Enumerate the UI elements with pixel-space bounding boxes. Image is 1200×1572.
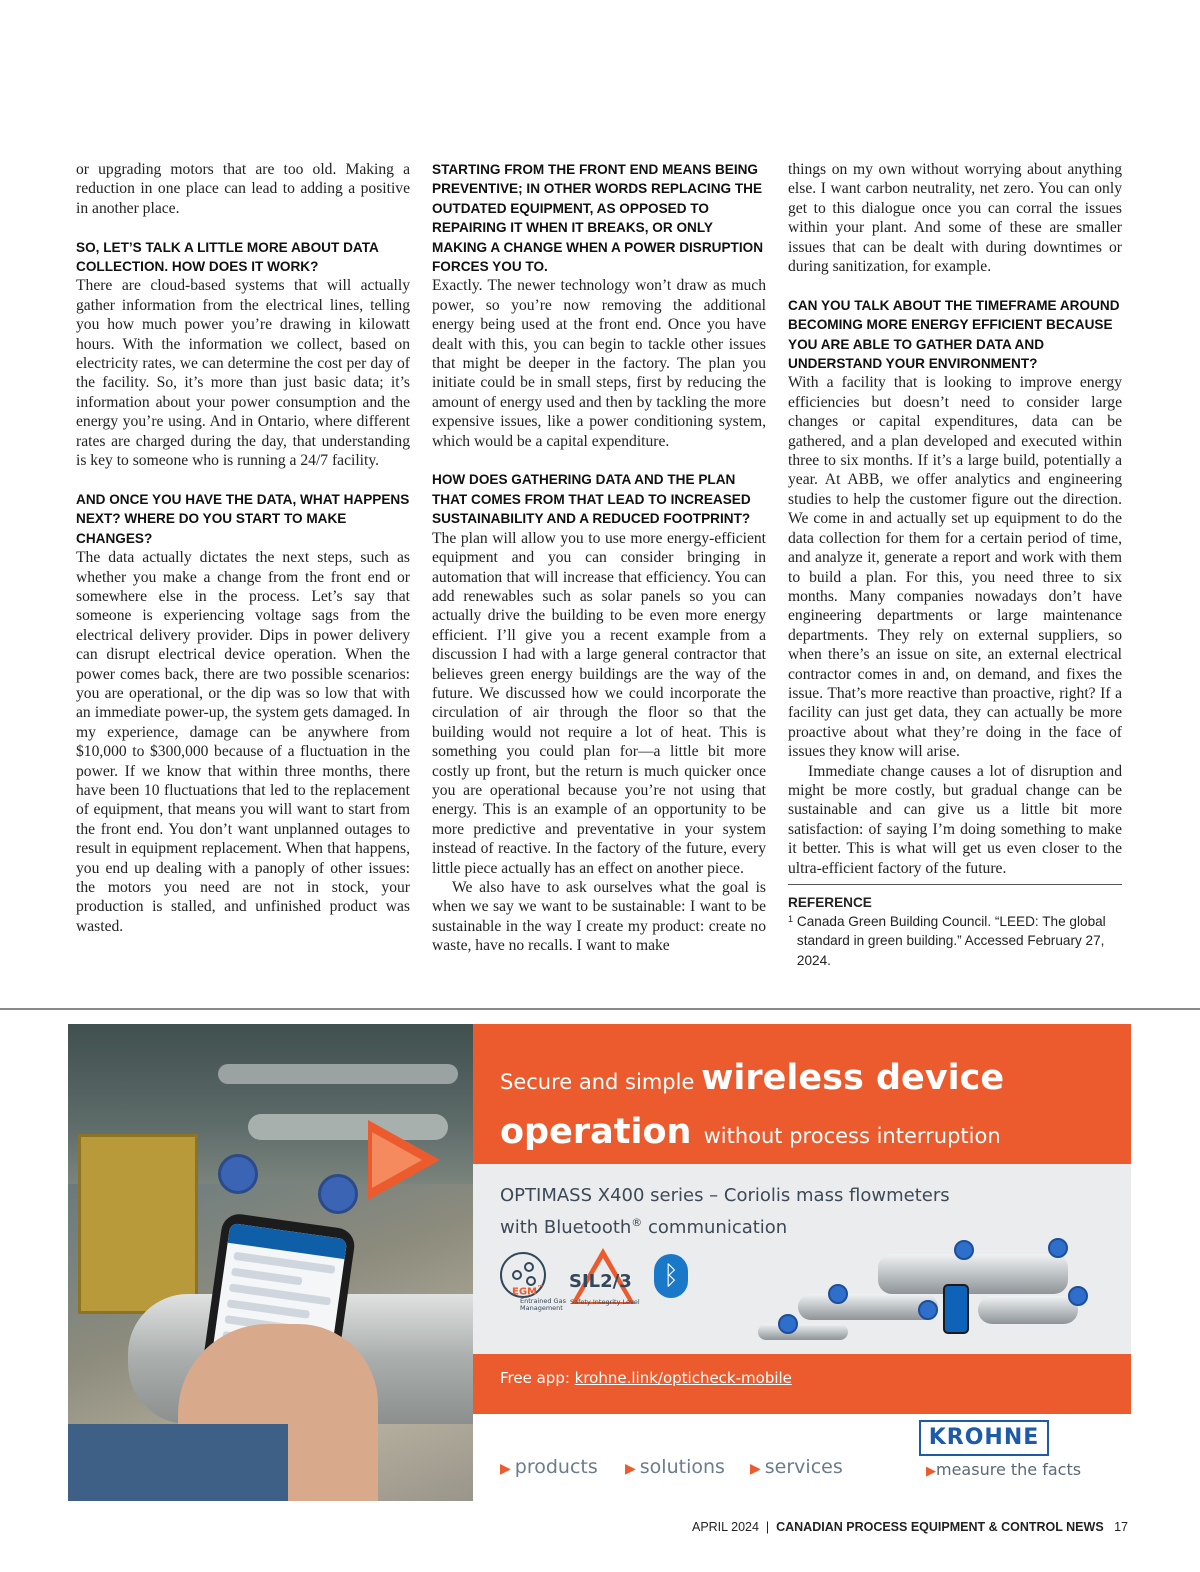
nav-products[interactable]: ▶ products (500, 1456, 598, 1478)
play-arrow-icon: ▶ (625, 1461, 636, 1477)
ad-divider (0, 1008, 1200, 1010)
body-paragraph: Exactly. The newer technology won’t draw as much power, so you’re now removing the additional energy being used at the front end. Once you have dealt with this, you can begin to tackle other issues that might be deeper in the factory. The plan you initiate could be in small steps, first by reducing the amount of energy used and then by tackling the more expensive issues, like a power conditioning system, which would be a capital expenditure. (432, 277, 766, 450)
sil-label: SIL2/3 (569, 1271, 632, 1292)
reference-number: 1 (788, 914, 794, 925)
play-arrow-icon: ▶ (500, 1461, 511, 1477)
krohne-logo: KROHNE (919, 1420, 1049, 1456)
reference-heading: REFERENCE (788, 895, 872, 911)
body-paragraph: The plan will allow you to use more energy-efficient equipment and you can consider bringing in automation that will increase that efficiency. You can add renewables such as solar panels so you can actually drive the building to be even more energy efficient. I’ll give you a recent example from a discussion I had with a large general contractor that believes green energy buildings are the way of the future. We discussed how we could incorporate the circulation of air through the floor so that the building would not require a lot of heat. This is something you could plan for—a little bit more costly up front, but the return is much quicker once you are operational because you’re not using that energy. This is an example of an opportunity to be more predictive and preventative in your system instead of reactive. In the factory of the future, every little piece actually has an effect on another piece. (432, 529, 766, 877)
app-link[interactable]: krohne.link/opticheck-mobile (574, 1369, 792, 1387)
interview-question: AND ONCE YOU HAVE THE DATA, WHAT HAPPENS NEXT? WHERE DO YOU START TO MAKE CHANGES? (76, 491, 410, 546)
body-paragraph: things on my own without worrying about anything else. I want carbon neutrality, net zero. You can only get to this dialogue once you can corral the issues within your plant. And some of these are smaller issues that can be dealt with during downtimes or during sanitization, for example. (788, 161, 1122, 276)
body-paragraph: We also have to ask ourselves what the goal is when we say we want to be sustainable: I want to be sustainable in the way I create my product: create no waste, have no recalls. I want to make (432, 879, 766, 955)
egm-label: EGM™ (512, 1284, 544, 1298)
article-column-2 (432, 160, 766, 956)
ad-photo-phone-flowmeter (68, 1024, 473, 1501)
reference-text: Canada Green Building Council. “LEED: The global standard in green building.” Accessed February 27, 2024. (796, 914, 1106, 968)
interview-question: SO, LET’S TALK A LITTLE MORE ABOUT DATA COLLECTION. HOW DOES IT WORK? (76, 239, 379, 275)
egm-subtitle: Entrained Gas Management (520, 1297, 566, 1312)
nav-solutions[interactable]: ▶ solutions (625, 1456, 725, 1478)
nav-services[interactable]: ▶ services (750, 1456, 843, 1478)
bluetooth-icon: ᛒ (654, 1254, 688, 1298)
page-number: 17 (1114, 1520, 1128, 1534)
article-column-3 (788, 160, 1122, 970)
sil-subtitle: Safety Integrity Level (570, 1298, 640, 1306)
ad-headline: Secure and simple wireless device operation without process interruption (500, 1058, 1005, 1152)
article-column-1 (76, 160, 410, 936)
reference-item (788, 912, 1122, 970)
interview-question: HOW DOES GATHERING DATA AND THE PLAN THAT COMES FROM THAT LEAD TO INCREASED SUSTAINABILITY AND A REDUCED FOOTPRINT? (432, 472, 751, 527)
flowmeter-product-image (758, 1244, 1088, 1344)
body-paragraph: With a facility that is looking to improve energy efficiencies but doesn’t need to consider large changes or capital expenditures, data can be gathered, and a plan developed and executed within three to six months. If it’s a large build, potentially a year. At ABB, we offer analytics and engineering studies to help the customer figure out the direction. We come in and actually set up equipment to do the data collection for them for a certain period of time, and analyze it, generate a report and work with them to build a plan. For this, you need three to six months. Many companies nowadays don’t have engineering departments or large maintenance departments. They rely on external suppliers, so when there’s an issue on site, an external electrical contractor comes in and, on demand, and fixes the issue. That’s more reactive than proactive, right? If a facility can just get data, they can actually be more proactive about what they’re doing in the face of issues they know will arise. (788, 374, 1122, 761)
krohne-tagline: ▶measure the facts (926, 1460, 1082, 1479)
page-footer: APRIL 2024 | CANADIAN PROCESS EQUIPMENT & CONTROL NEWS 17 (691, 1520, 1128, 1534)
body-paragraph: The data actually dictates the next steps, such as whether you make a change from the front end or somewhere else in the process. Let’s say that someone is experiencing voltage sags from the electrical delivery provider. Dips in power delivery can disrupt electrical device operation. When the power comes back, there are two possible scenarios: you are operational, or the dip was so low that with an immediate power-up, the system gets damaged. In my experience, damage can be anywhere from $10,000 to $300,000 because of a fluctuation in the power. If we know that within three months, there have been 10 fluctuations that led to the replacement of equipment, that means you will want to start from the front end. You don’t want unplanned outages to result in equipment replacement. When that happens, you end up dealing with a panoply of other issues: the motors you need are not in stock, your production is stalled, and unfinished product was wasted. (76, 549, 410, 935)
interview-question: CAN YOU TALK ABOUT THE TIMEFRAME AROUND BECOMING MORE ENERGY EFFICIENT BECAUSE YOU ARE ABLE TO GATHER DATA AND UNDERSTAND YOUR ENVIRONMENT? (788, 297, 1120, 372)
issue-date: APRIL 2024 (691, 1520, 759, 1534)
reference-divider (788, 884, 1122, 885)
body-paragraph: or upgrading motors that are too old. Making a reduction in one place can lead to adding a positive in another place. (76, 161, 410, 217)
play-arrow-icon: ▶ (926, 1464, 936, 1479)
publication-name: CANADIAN PROCESS EQUIPMENT & CONTROL NEWS (776, 1520, 1104, 1534)
ad-product-description: OPTIMASS X400 series – Coriolis mass flowmeters with Bluetooth® communication (500, 1185, 950, 1238)
interview-question: STARTING FROM THE FRONT END MEANS BEING PREVENTIVE; IN OTHER WORDS REPLACING THE OUTDATED EQUIPMENT, AS OPPOSED TO REPAIRING IT WHEN IT BREAKS, OR ONLY MAKING A CHANGE WHEN A POWER DISRUPTION FORCES YOU TO. (432, 162, 764, 275)
body-paragraph: Immediate change causes a lot of disruption and might be more costly, but gradual change can be sustainable and can give us a little bit more satisfaction: of saying I’m doing something to make it better. This is what will get us even closer to the ultra-efficient factory of the future. (788, 762, 1122, 877)
app-promo: Free app: krohne.link/opticheck-mobile (500, 1369, 792, 1387)
play-arrow-icon: ▶ (750, 1461, 761, 1477)
body-paragraph: There are cloud-based systems that will actually gather information from the electrical lines, telling you how much power you’re drawing in kilowatt hours. With the information we collect, based on electricity rates, we can determine the cost per day of the facility. So, it’s more than just basic data; it’s information about your power consumption and the energy you’re using. And in Ontario, where different rates are charged during the day, that understanding is key to someone who is running a 24/7 facility. (76, 277, 410, 470)
krohne-advertisement[interactable] (68, 1024, 1131, 1501)
